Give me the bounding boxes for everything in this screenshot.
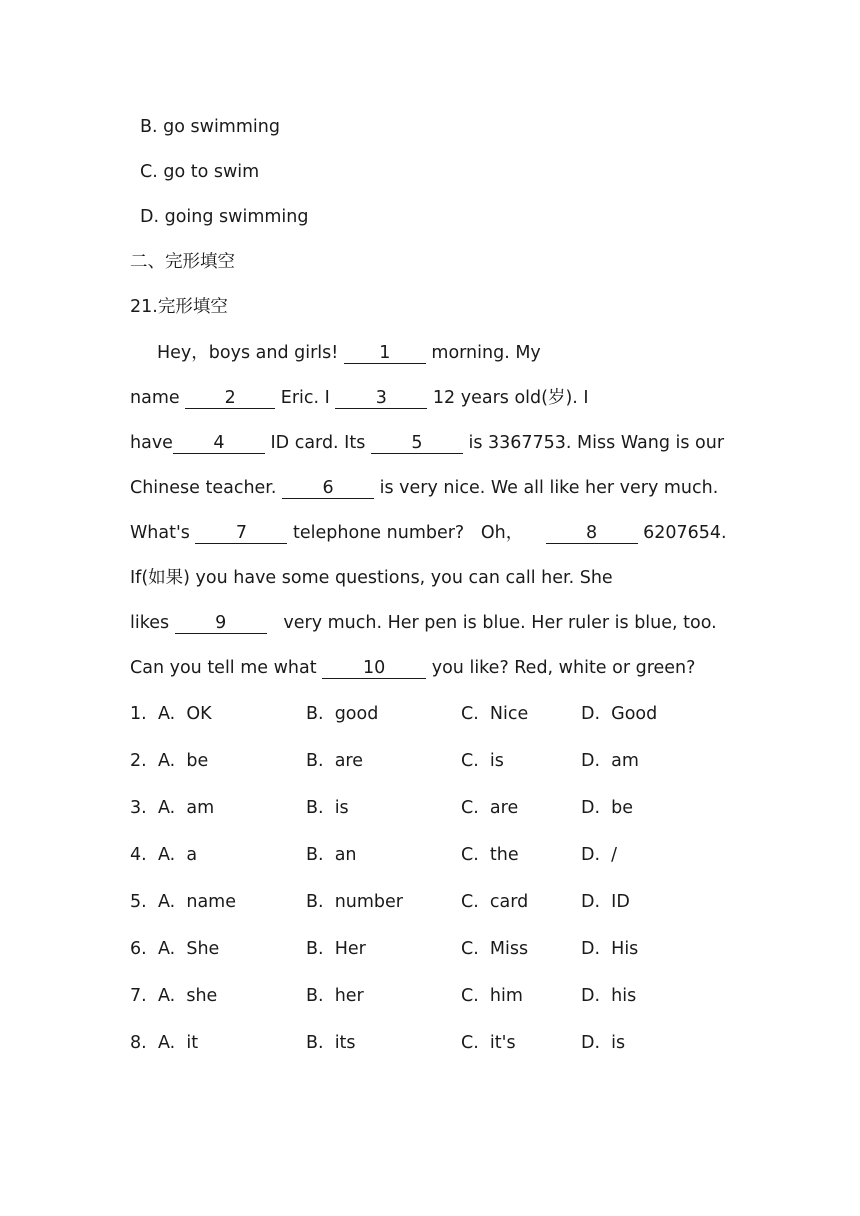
option-b: B. Her (306, 939, 366, 959)
option-c: C. him (461, 986, 523, 1006)
passage-line-1 (157, 341, 541, 365)
blank-3: 3 (335, 388, 427, 409)
option-d: D. His (581, 939, 639, 959)
option-c: C. the (461, 845, 519, 865)
passage-text: 6207654. (637, 523, 727, 543)
question-number: 2. (130, 751, 147, 771)
option-a: A. it (158, 1033, 199, 1053)
option-c: C. Nice (461, 704, 529, 724)
option-d: D. his (581, 986, 637, 1006)
option-b-prev: B. go swimming (140, 117, 280, 137)
passage-text: telephone number? Oh， (287, 523, 546, 543)
option-d: D. am (581, 751, 639, 771)
question-title: 21.完形填空 (130, 297, 228, 317)
option-c: C. it's (461, 1033, 516, 1053)
passage-text: you like? Red, white or green? (426, 658, 696, 678)
passage-text: very much. Her pen is blue. Her ruler is blue, too. (266, 613, 717, 633)
passage-text: Chinese teacher. (130, 478, 283, 498)
option-d: D. be (581, 798, 634, 818)
option-b: B. number (306, 892, 403, 912)
passage-text: have (130, 433, 173, 453)
passage-text: 12 years old(岁). I (427, 388, 589, 408)
blank-1: 1 (344, 343, 426, 364)
passage-line-8 (130, 656, 695, 680)
blank-4: 4 (173, 433, 265, 454)
option-a: A. she (158, 986, 218, 1006)
option-d: D. / (581, 845, 618, 865)
passage-text: What's (130, 523, 196, 543)
question-number: 6. (130, 939, 147, 959)
option-a: A. name (158, 892, 236, 912)
question-number: 4. (130, 845, 147, 865)
blank-5: 5 (371, 433, 463, 454)
blank-7: 7 (195, 523, 287, 544)
question-number: 1. (130, 704, 147, 724)
option-d: D. ID (581, 892, 630, 912)
option-c: C. are (461, 798, 519, 818)
question-number: 8. (130, 1033, 147, 1053)
blank-2: 2 (185, 388, 275, 409)
passage-line-6: If(如果) you have some questions, you can call her. She (130, 568, 613, 588)
blank-9: 9 (175, 613, 267, 634)
passage-text: Hey，boys and girls! (157, 343, 344, 363)
option-c-prev: C. go to swim (140, 162, 260, 182)
option-b: B. her (306, 986, 364, 1006)
passage-line-5 (130, 521, 727, 545)
passage-line-2 (130, 386, 589, 410)
blank-6: 6 (282, 478, 374, 499)
passage-text: is very nice. We all like her very much. (374, 478, 719, 498)
option-b: B. are (306, 751, 363, 771)
option-c: C. Miss (461, 939, 529, 959)
option-d-prev: D. going swimming (140, 207, 309, 227)
passage-line-4 (130, 476, 718, 500)
option-d: D. Good (581, 704, 658, 724)
passage-text: likes (130, 613, 175, 633)
passage-text: ID card. Its (264, 433, 371, 453)
passage-text: Eric. I (275, 388, 336, 408)
passage-line-7 (130, 611, 717, 635)
option-a: A. am (158, 798, 215, 818)
passage-line-3 (130, 431, 724, 455)
question-number: 3. (130, 798, 147, 818)
option-a: A. be (158, 751, 209, 771)
passage-text: morning. My (425, 343, 541, 363)
option-c: C. card (461, 892, 529, 912)
option-a: A. OK (158, 704, 212, 724)
option-b: B. is (306, 798, 349, 818)
option-c: C. is (461, 751, 504, 771)
option-b: B. its (306, 1033, 356, 1053)
option-a: A. She (158, 939, 220, 959)
passage-text: name (130, 388, 186, 408)
blank-10: 10 (322, 658, 426, 679)
option-a: A. a (158, 845, 198, 865)
blank-8: 8 (546, 523, 638, 544)
section-heading: 二、完形填空 (130, 252, 235, 272)
question-number: 5. (130, 892, 147, 912)
question-number: 7. (130, 986, 147, 1006)
option-d: D. is (581, 1033, 626, 1053)
option-b: B. an (306, 845, 357, 865)
passage-text: Can you tell me what (130, 658, 323, 678)
option-b: B. good (306, 704, 379, 724)
passage-text: is 3367753. Miss Wang is our (462, 433, 725, 453)
